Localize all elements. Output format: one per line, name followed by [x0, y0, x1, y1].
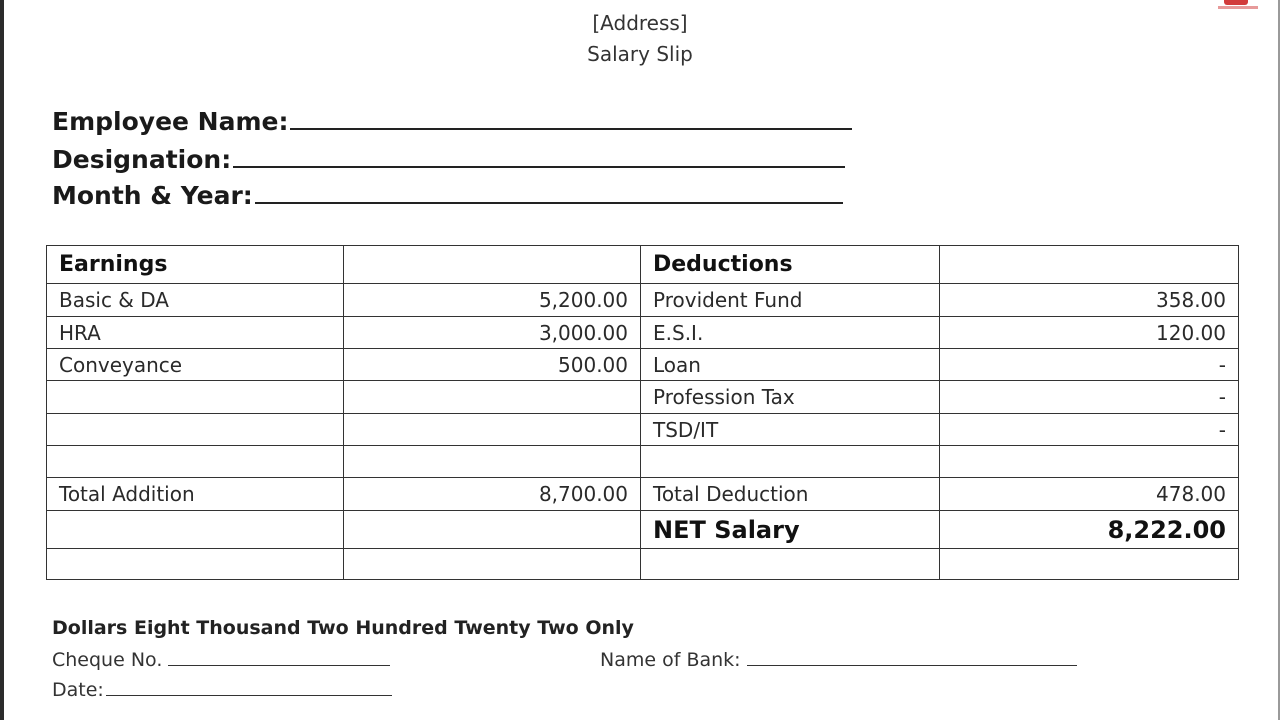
cheque-number-blank[interactable]	[168, 649, 390, 666]
empty-cell	[47, 549, 344, 580]
employee-name-blank[interactable]	[290, 106, 852, 130]
document-title: Salary Slip	[587, 42, 693, 66]
net-salary-amount: 8,222.00	[940, 511, 1239, 549]
empty-cell	[641, 549, 940, 580]
table-row	[47, 549, 1239, 580]
totals-row	[47, 478, 1239, 511]
net-salary-row	[47, 511, 1239, 549]
deduction-label: Loan	[641, 349, 940, 381]
earning-label: Basic & DA	[47, 284, 344, 317]
employee-name-label: Employee Name:	[52, 107, 289, 136]
total-addition-label: Total Addition	[47, 478, 344, 511]
cheque-label: Cheque No.	[52, 649, 163, 671]
deduction-amount: -	[940, 381, 1239, 414]
total-deduction-amount: 478.00	[940, 478, 1239, 511]
company-name-cropped	[470, 0, 810, 2]
deduction-label: TSD/IT	[641, 414, 940, 446]
earning-label: HRA	[47, 317, 344, 349]
company-address: [Address]	[592, 11, 688, 35]
earning-amount	[344, 446, 641, 478]
page-left-border	[0, 0, 4, 720]
amount-in-words: Dollars Eight Thousand Two Hundred Twenty Two Only	[52, 617, 634, 639]
month-year-label: Month & Year:	[52, 181, 253, 210]
empty-cell	[344, 246, 641, 284]
earning-label	[47, 381, 344, 414]
deduction-amount: 120.00	[940, 317, 1239, 349]
designation-label: Designation:	[52, 145, 232, 174]
empty-cell	[940, 246, 1239, 284]
table-row	[47, 349, 1239, 381]
total-deduction-label: Total Deduction	[641, 478, 940, 511]
deduction-amount: 358.00	[940, 284, 1239, 317]
empty-cell	[344, 511, 641, 549]
date-field[interactable]	[52, 679, 392, 701]
earning-label	[47, 446, 344, 478]
designation-blank[interactable]	[233, 144, 845, 168]
earning-amount: 3,000.00	[344, 317, 641, 349]
table-row	[47, 317, 1239, 349]
deduction-amount	[940, 446, 1239, 478]
date-blank[interactable]	[106, 679, 392, 696]
deduction-label: Profession Tax	[641, 381, 940, 414]
date-label: Date:	[52, 679, 104, 701]
table-row	[47, 414, 1239, 446]
month-year-field[interactable]	[52, 180, 843, 210]
salary-table	[46, 245, 1239, 580]
net-salary-label: NET Salary	[641, 511, 940, 549]
total-addition-amount: 8,700.00	[344, 478, 641, 511]
earning-amount	[344, 414, 641, 446]
table-row	[47, 381, 1239, 414]
cheque-number-field[interactable]	[52, 649, 390, 671]
deduction-label: Provident Fund	[641, 284, 940, 317]
earning-amount: 500.00	[344, 349, 641, 381]
deduction-label: E.S.I.	[641, 317, 940, 349]
table-row	[47, 284, 1239, 317]
bank-name-blank[interactable]	[747, 649, 1077, 666]
deductions-header: Deductions	[641, 246, 940, 284]
empty-cell	[344, 549, 641, 580]
earning-amount	[344, 381, 641, 414]
earning-amount: 5,200.00	[344, 284, 641, 317]
bank-name-field[interactable]	[600, 649, 1077, 671]
empty-cell	[940, 549, 1239, 580]
table-header-row	[47, 246, 1239, 284]
earning-label: Conveyance	[47, 349, 344, 381]
designation-field[interactable]	[52, 144, 845, 174]
deduction-amount: -	[940, 414, 1239, 446]
earnings-header: Earnings	[47, 246, 344, 284]
empty-cell	[47, 511, 344, 549]
deduction-label	[641, 446, 940, 478]
month-year-blank[interactable]	[255, 180, 843, 204]
table-row	[47, 446, 1239, 478]
employee-name-field[interactable]	[52, 106, 852, 136]
deduction-amount: -	[940, 349, 1239, 381]
bank-label: Name of Bank:	[600, 649, 741, 671]
earning-label	[47, 414, 344, 446]
